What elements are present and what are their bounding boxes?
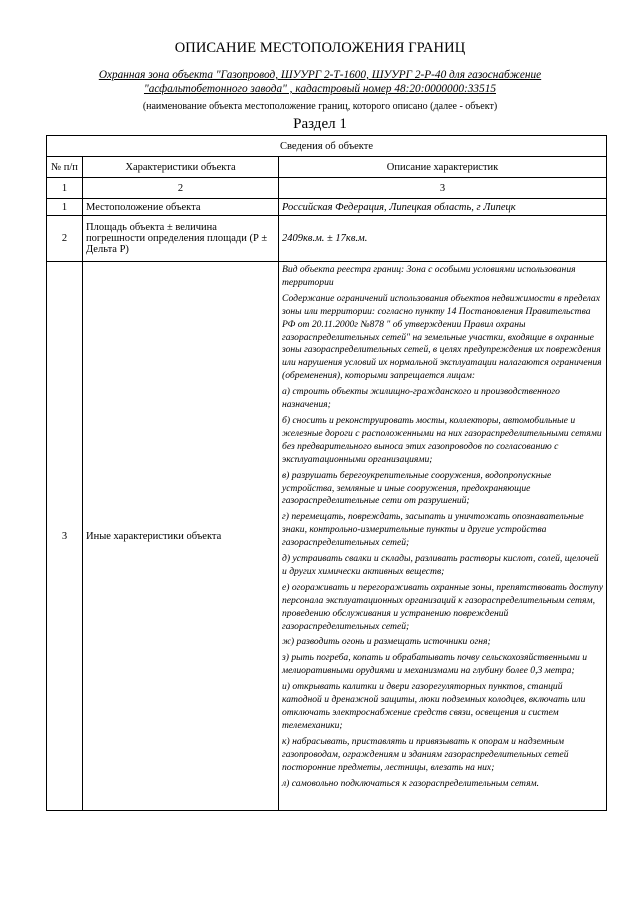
object-caption: (наименование объекта местоположение границ, которого описано (далее - объект): [142, 101, 498, 112]
restriction-paragraph: Содержание ограничений использования объектов недвижимости в пределах зоны или территории: согласно пункту 14 Постановления Правительства РФ от 20.11.2000г №878 " об утверждении Правил охраны газораспределительных сетей" на земельные участки, входящие в охранные зоны газораспределительных сетей, в целях предупреждения их повреждения или нарушения условий их нормальной эксплуатации налагаются ограничения (обременения), которыми запрещается лицам:: [282, 292, 602, 382]
object-name: [60, 68, 580, 96]
section-title: Раздел 1: [293, 116, 347, 132]
table-header-row: [47, 157, 607, 178]
restriction-paragraph: а) строить объекты жилищно-гражданского и производственного назначения;: [282, 386, 560, 411]
row-characteristic: Площадь объекта ± величина погрешности определения площади (Р ± Дельта Р): [83, 216, 279, 262]
header-description: Описание характеристик: [279, 157, 607, 178]
restriction-paragraph: з) рыть погреба, копать и обрабатывать почву сельскохозяйственными и мелиоративными орудиями и механизмами на глубину более 0,3 метра;: [282, 652, 587, 677]
restriction-paragraph: д) устраивать свалки и склады, разливать растворы кислот, солей, щелочей и других химически активных веществ;: [282, 553, 599, 577]
table-row: [47, 262, 607, 811]
header-number: № п/п: [47, 157, 83, 178]
restriction-paragraph: е) огораживать и перегораживать охранные зоны, препятствовать доступу персонала эксплуатационных организаций к газораспределительным сетям, проведению обслуживания и устранению повреждений газораспределительных сетей;: [282, 581, 603, 632]
table-caption-row: [47, 136, 607, 157]
restriction-paragraph: ж) разводить огонь и размещать источники огня;: [282, 636, 491, 648]
row-description-restrictions: [279, 262, 607, 811]
table-row: [47, 216, 607, 262]
header-characteristic: Характеристики объекта: [83, 157, 279, 178]
table-column-numbers-row: [47, 178, 607, 199]
column-number-2: 2: [83, 178, 279, 199]
row-characteristic: Иные характеристики объекта: [83, 262, 279, 811]
column-number-1: 1: [47, 178, 83, 199]
object-info-table: [46, 135, 607, 811]
object-name-line-1: Охранная зона объекта "Газопровод, ШУУРГ 2-Т-1600, ШУУРГ 2-Р-40 для газоснабжение: [98, 69, 542, 81]
row-characteristic: Местоположение объекта: [83, 199, 279, 216]
row-description: Российская Федерация, Липецкая область, г Липецк: [279, 199, 607, 216]
restriction-paragraph: л) самовольно подключаться к газораспределительным сетям.: [282, 777, 540, 789]
object-name-line-2: "асфальтобетонного завода" , кадастровый номер 48:20:0000000:33515: [143, 83, 497, 95]
column-number-3: 3: [279, 178, 607, 199]
table-caption: Сведения об объекте: [47, 136, 607, 157]
restriction-paragraph: б) сносить и реконструировать мосты, коллекторы, автомобильные и железные дороги с расположенными на них газораспределительными сетями без предварительного выноса этих газопроводов по согласованию с эксплуатационными организациями;: [282, 414, 602, 465]
restriction-paragraph: г) перемещать, повреждать, засыпать и уничтожать опознавательные знаки, контрольно-измерительные пункты и другие устройства газораспределительных сетей;: [282, 511, 584, 549]
document-title: ОПИСАНИЕ МЕСТОПОЛОЖЕНИЯ ГРАНИЦ: [174, 40, 466, 56]
restriction-paragraph: и) открывать калитки и двери газорегуляторных пунктов, станций катодной и дренажной защиты, люки подземных колодцев, включать или отключать электроснабжение средств связи, освещения и систем телемеханики;: [282, 681, 586, 731]
row-number: 3: [47, 262, 83, 811]
restriction-paragraph: Вид объекта реестра границ: Зона с особыми условиями использования территории: [282, 264, 576, 288]
row-description: 2409кв.м. ± 17кв.м.: [279, 216, 607, 262]
row-number: 2: [47, 216, 83, 262]
table-row: [47, 199, 607, 216]
row-number: 1: [47, 199, 83, 216]
restriction-paragraph: к) набрасывать, приставлять и привязывать к опорам и надземным газопроводам, ограждениям и зданиям газораспределительных сетей посторонние предметы, лестницы, влезать на них;: [282, 735, 569, 773]
restriction-paragraph: в) разрушать берегоукрепительные сооружения, водопропускные устройства, земляные и иные сооружения, предохраняющие газораспределительные сети от разрушений;: [282, 469, 552, 507]
